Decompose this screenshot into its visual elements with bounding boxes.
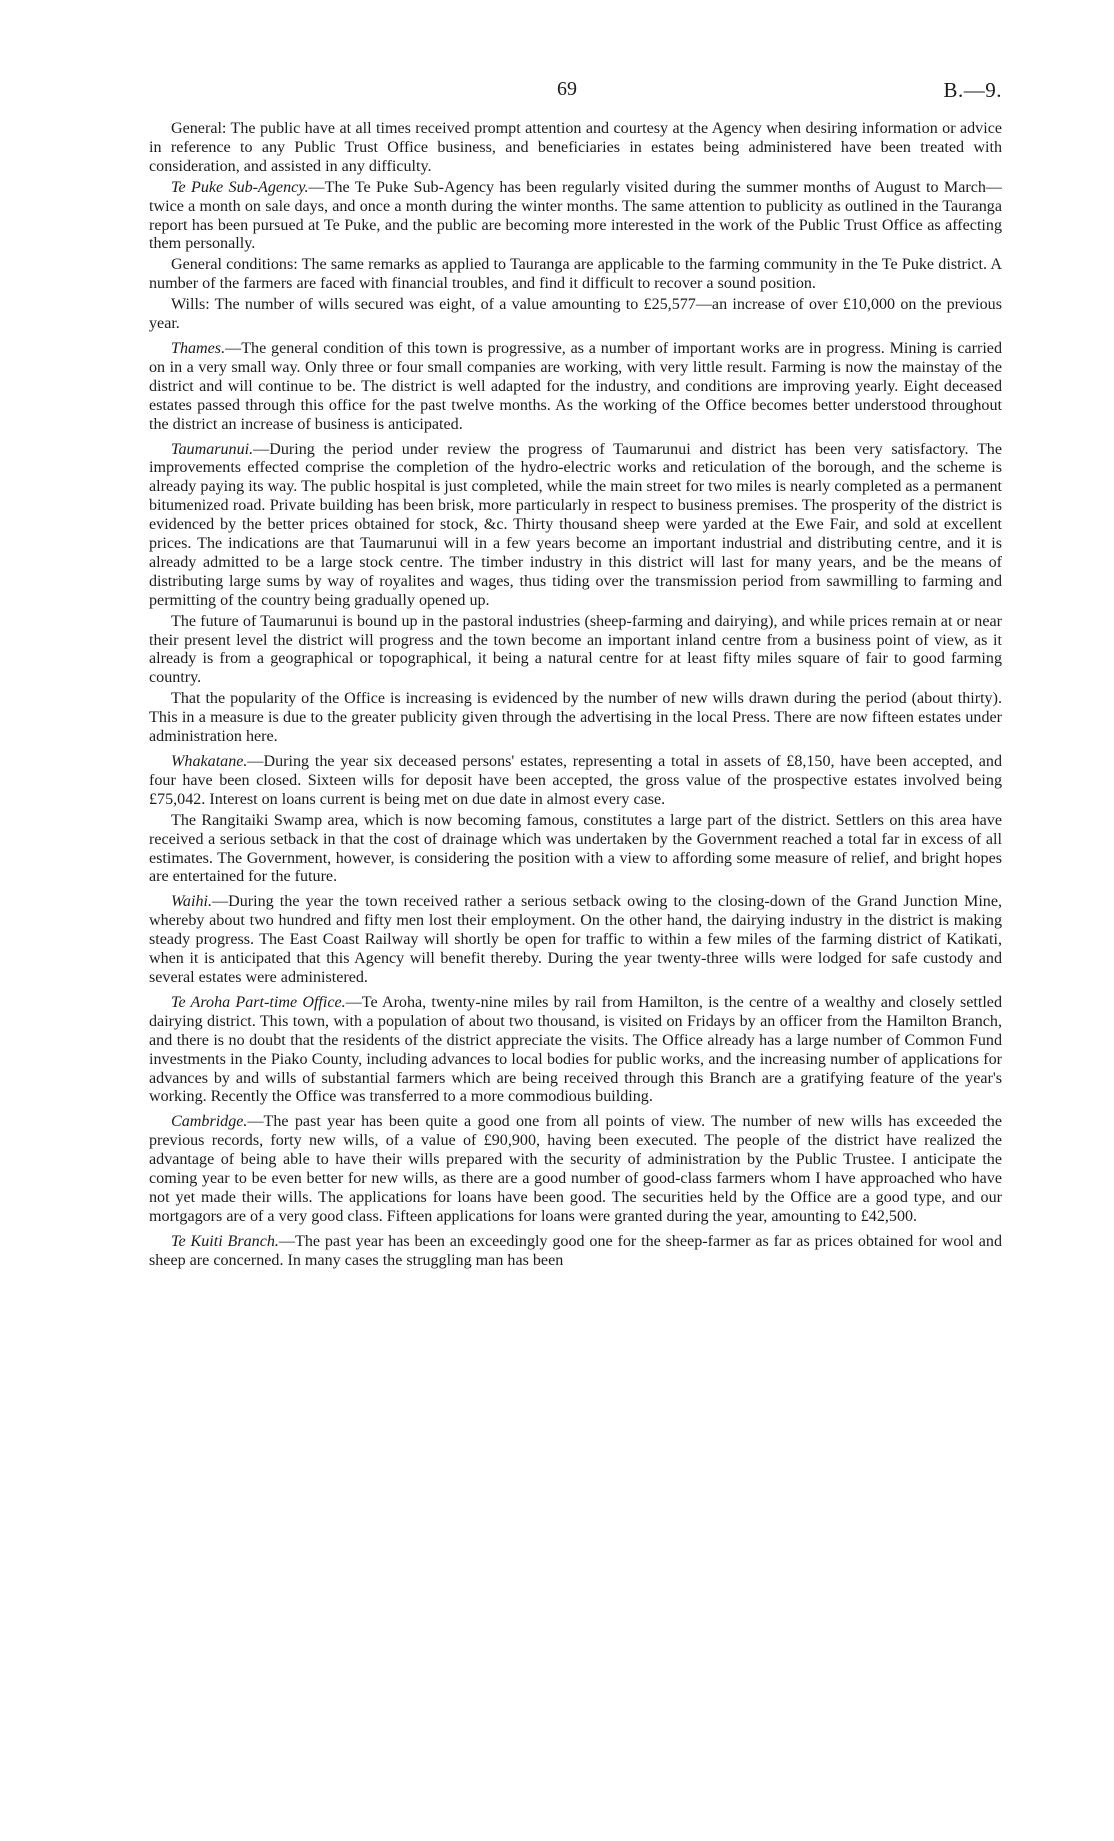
page-header — [149, 72, 1002, 120]
paragraph-te-puke-conditions: General conditions: The same remarks as applied to Tauranga are applicable to the farming community in the Te Puke district. A number of the farmers are faced with financial troubles, and find it difficult to recover a sound position. — [149, 256, 1002, 293]
paragraph-taumarunui-future: The future of Taumarunui is bound up in the pastoral industries (sheep-farming and dairying), and while prices remain at or near their present level the district will progress and the town become an important inland centre from a business point of view, as it already is from a geographical or topographical, it being a natural centre for at least fifty miles square of fair to good farming country. — [149, 612, 1002, 687]
paragraph-te-puke: Te Puke Sub-Agency.—The Te Puke Sub-Agency has been regularly visited during the summer months of August to March—twice a month on sale days, and once a month during the winter months. The same attention to publicity as outlined in the Tauranga report has been pursued at Te Puke, and the public are becoming more interested in the work of the Public Trust Office as affecting them personally. — [149, 178, 1002, 253]
paragraph-rangitaiki: The Rangitaiki Swamp area, which is now becoming famous, constitutes a large part of the district. Settlers on this area have received a serious setback in that the cost of drainage which was undertaken by the Government reached a total far in excess of all estimates. The Government, however, is considering the position with a view to affording some measure of relief, and bright hopes are entertained for the future. — [149, 811, 1002, 886]
page-number: 69 — [557, 78, 577, 100]
paragraph-te-aroha: Te Aroha Part-time Office.—Te Aroha, twenty-nine miles by rail from Hamilton, is the centre of a wealthy and closely settled dairying district. This town, with a population of about two thousand, is visited on Fridays by an officer from the Hamilton Branch, and there is no doubt that the residents of the district appreciate the visits. The Office already has a large number of Common Fund investments in the Piako County, including advances to local bodies for public works, and the increasing number of applications for advances by and wills of substantial farmers which are being received through this Branch are a gratifying feature of the year's working. Recently the Office was transferred to a more commodious building. — [149, 993, 1002, 1106]
paragraph-taumarunui: Taumarunui.—During the period under review the progress of Taumarunui and district has been very satisfactory. The improvements effected comprise the completion of the hydro-electric works and reticulation of the borough, and the scheme is already paying its way. The public hospital is just completed, while the main street for two miles is nearly completed as a permanent bitumenized road. Private building has been brisk, more particularly in respect to business premises. The prosperity of the district is evidenced by the better prices obtained for stock, &c. Thirty thousand sheep were yarded at the Ewe Fair, and sold at excellent prices. The indications are that Taumarunui will in a few years become an important industrial and distributing centre, and it is already admitted to be a large stock centre. The timber industry in this district will last for many years, and be the means of distributing large sums by way of royalites and wages, thus tiding over the transmission period from sawmilling to farming and permitting of the country being gradually opened up. — [149, 440, 1002, 609]
paragraph-te-kuiti: Te Kuiti Branch.—The past year has been an exceedingly good one for the sheep-farmer as far as prices obtained for wool and sheep are concerned. In many cases the struggling man has been — [149, 1232, 1002, 1269]
paragraph-whakatane: Whakatane.—During the year six deceased persons' estates, representing a total in assets of £8,150, have been accepted, and four have been closed. Sixteen wills for deposit have been accepted, the gross value of the prospective estates involved being £75,042. Interest on loans current is being met on due date in almost every case. — [149, 753, 1002, 808]
paragraph-general: General: The public have at all times received prompt attention and courtesy at the Agency when desiring information or advice in reference to any Public Trust Office business, and beneficiaries in estates being administered have been treated with consideration, and assisted in any difficulty. — [149, 120, 1002, 175]
paragraph-waihi: Waihi.—During the year the town received rather a serious setback owing to the closing-down of the Grand Junction Mine, whereby about two hundred and fifty men lost their employment. On the other hand, the dairying industry in the district is making steady progress. The East Coast Railway will shortly be open for traffic to within a few miles of the farming district of Katikati, when it is anticipated that this Agency will benefit thereby. During the year twenty-three wills were lodged for safe custody and several estates were administered. — [149, 893, 1002, 986]
paragraph-cambridge: Cambridge.—The past year has been quite a good one from all points of view. The number of new wills has exceeded the previous records, forty new wills, of a value of £90,900, having been executed. The people of the district have realized the advantage of being able to have their wills prepared with the security of administration by the Public Trustee. I anticipate the coming year to be even better for new wills, as there are a good number of good-class farmers whom I have approached who have not yet made their wills. The applications for loans have been good. The securities held by the Office are a good type, and our mortgagors are of a very good class. Fifteen applications for loans were granted during the year, amounting to £42,500. — [149, 1113, 1002, 1225]
paragraph-te-puke-wills: Wills: The number of wills secured was eight, of a value amounting to £25,577—an increase of over £10,000 on the previous year. — [149, 296, 1002, 333]
paragraph-taumarunui-popularity: That the popularity of the Office is increasing is evidenced by the number of new wills drawn during the period (about thirty). This in a measure is due to the greater publicity given through the advertising in the local Press. There are now fifteen estates under administration here. — [149, 690, 1002, 746]
body-text — [149, 120, 1002, 1271]
report-code: B.—9. — [943, 78, 1002, 102]
paragraph-thames: Thames.—The general condition of this town is progressive, as a number of important works are in progress. Mining is carried on in a very small way. Only three or four small companies are working, with very little result. Farming is now the mainstay of the district and will continue to be. The district is well adapted for the industry, and conditions are improving yearly. Eight deceased estates passed through this office for the past twelve months. As the working of the Office becomes better understood throughout the district an increase of business is anticipated. — [149, 339, 1002, 433]
